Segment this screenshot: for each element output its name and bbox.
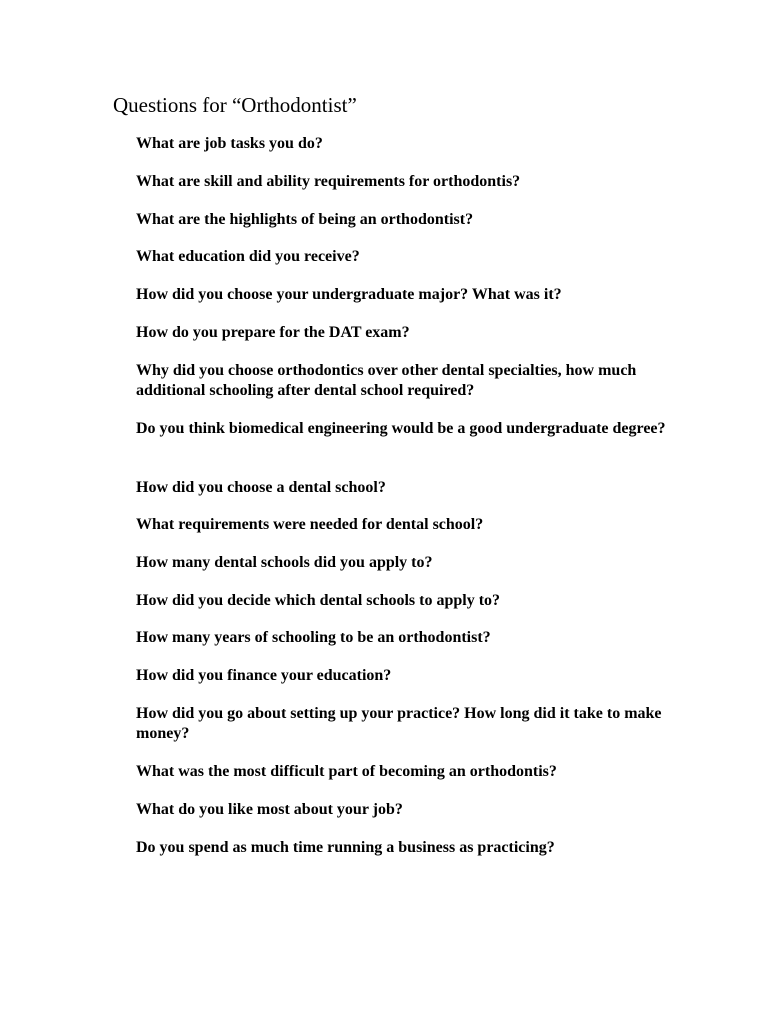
question-item: What do you like most about your job? (136, 801, 403, 818)
question-item: How many years of schooling to be an orthodontist? (136, 629, 491, 646)
question-item: How do you prepare for the DAT exam? (136, 324, 410, 341)
question-item: Do you spend as much time running a business as practicing? (136, 839, 555, 856)
question-item: How did you decide which dental schools to apply to? (136, 592, 501, 609)
question-item: Why did you choose orthodontics over other dental specialties, how much additional schooling after dental school required? (136, 362, 637, 399)
question-item: How many dental schools did you apply to? (136, 554, 433, 571)
question-item: How did you choose your undergraduate major? What was it? (136, 286, 562, 303)
question-item: What education did you receive? (136, 248, 360, 265)
question-item: What requirements were needed for dental school? (136, 516, 484, 533)
question-item: What are the highlights of being an orthodontist? (136, 211, 474, 228)
question-item: What was the most difficult part of becoming an orthodontis? (136, 763, 557, 780)
question-item: How did you go about setting up your practice? How long did it take to make money? (136, 705, 662, 742)
question-item: Do you think biomedical engineering would be a good undergraduate degree? (136, 420, 666, 437)
question-item: What are job tasks you do? (136, 135, 323, 152)
question-item: What are skill and ability requirements for orthodontis? (136, 173, 521, 190)
question-item: How did you finance your education? (136, 667, 392, 684)
question-item: How did you choose a dental school? (136, 479, 386, 496)
document-title: Questions for “Orthodontist” (113, 93, 357, 117)
